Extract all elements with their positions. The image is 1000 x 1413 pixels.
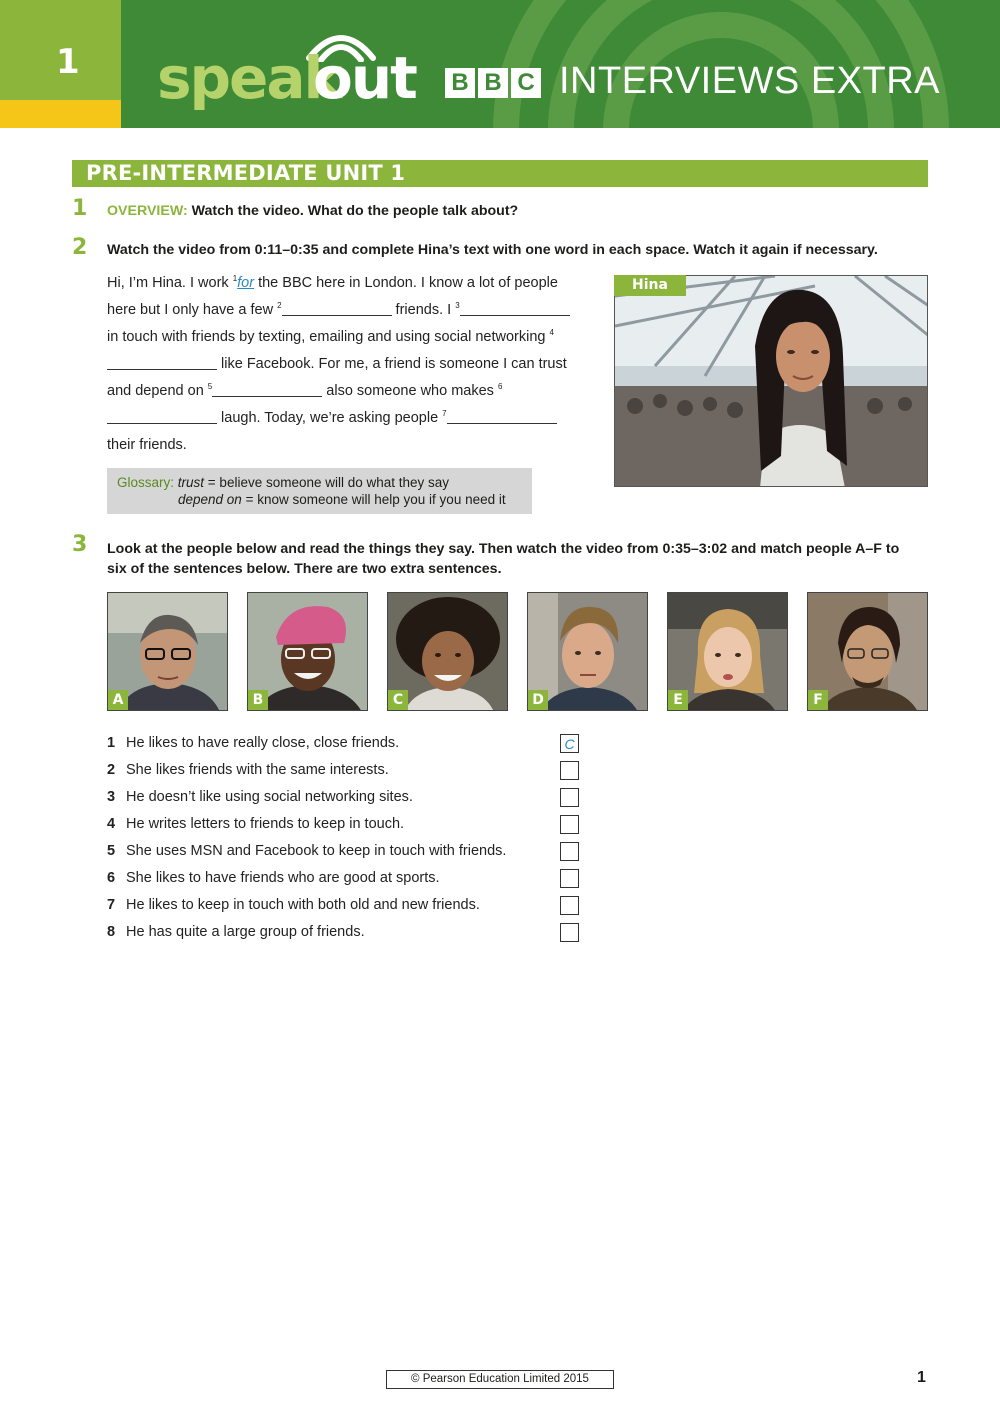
text-segment: friends. I [391, 302, 456, 318]
bbc-letter: C [511, 68, 541, 98]
person-label: C [388, 690, 408, 710]
gap-number: 4 [549, 328, 554, 338]
sentence-text: She likes friends with the same interests. [126, 762, 389, 778]
answer-box[interactable] [560, 923, 579, 942]
gap-blank[interactable] [107, 410, 217, 424]
sentence-number: 1 [107, 735, 116, 751]
gap-blank[interactable] [107, 356, 217, 370]
text-segment: Hi, I’m Hina. I work [107, 275, 233, 291]
person-photo-b [247, 592, 368, 711]
person-photo-f [807, 592, 928, 711]
glossary-definition: = know someone will help you if you need it [241, 492, 506, 507]
sentence-number: 2 [107, 762, 116, 778]
list-item [107, 730, 587, 757]
person-photo-c [387, 592, 508, 711]
exercise-3-instruction: Look at the people below and read the things they say. Then watch the video from 0:35–3:02 and match people A–F to six of the sentences below. There are two extra sentences. [107, 541, 900, 577]
text-segment: in touch with friends by texting, emailing and using social networking [107, 329, 550, 345]
photo-label: Hina [614, 275, 686, 296]
glossary-box [107, 468, 532, 514]
person-label: F [808, 690, 828, 710]
answer-box[interactable] [560, 869, 579, 888]
glossary-line-2 [117, 491, 522, 508]
person-label: E [668, 690, 688, 710]
answer-box[interactable] [560, 842, 579, 861]
list-item [107, 757, 587, 784]
gap-number: 3 [455, 301, 460, 311]
sentence-text: She likes to have friends who are good at sports. [126, 870, 440, 886]
sentence-text: She uses MSN and Facebook to keep in touch with friends. [126, 843, 507, 859]
people-photos [107, 592, 928, 712]
glossary-line-1 [117, 474, 522, 491]
answer-box[interactable] [560, 896, 579, 915]
gap-number: 5 [207, 382, 213, 392]
header-title: INTERVIEWS EXTRA [559, 60, 941, 102]
example-answer: for [237, 275, 255, 291]
sentence-text: He writes letters to friends to keep in touch. [126, 816, 405, 832]
hina-photo [614, 275, 928, 487]
person-photo-e [667, 592, 788, 711]
person-photo-d [527, 592, 648, 711]
exercise-2-number: 2 [72, 235, 88, 260]
sentence-number: 4 [107, 816, 116, 832]
gap-blank[interactable] [212, 383, 322, 397]
glossary-definition: = believe someone will do what they say [204, 475, 450, 490]
glossary-term: trust [177, 475, 205, 490]
list-item [107, 892, 587, 919]
sentence-number: 5 [107, 843, 116, 859]
hina-photo-illustration [615, 276, 928, 487]
person-label: A [108, 690, 128, 710]
sentence-text: He likes to have really close, close friends. [126, 735, 400, 751]
gap-number: 6 [497, 382, 503, 392]
text-segment: laugh. Today, we’re asking people [217, 410, 443, 426]
sentence-list [107, 730, 587, 946]
logo-out: out [313, 44, 416, 112]
exercise-1-text: Watch the video. What do the people talk about? [191, 203, 519, 219]
exercise-3-number: 3 [72, 532, 88, 557]
answer-box[interactable]: C [560, 734, 579, 753]
text-segment: also someone who makes [322, 383, 498, 399]
gap-number: 7 [442, 409, 447, 419]
answer-box[interactable] [560, 815, 579, 834]
header-banner [121, 0, 1000, 128]
bbc-logo [445, 68, 541, 98]
exercise-2-instruction: Watch the video from 0:11–0:35 and complete Hina’s text with one word in each space. Watch it again if necessary. [107, 242, 878, 258]
gap-blank[interactable] [447, 410, 557, 424]
exercise-1-instruction [107, 203, 518, 219]
sentence-text: He doesn’t like using social networking sites. [126, 789, 413, 805]
hina-text [107, 270, 582, 459]
overview-label: OVERVIEW: [107, 203, 188, 219]
glossary-term: depend on [178, 492, 242, 507]
bbc-letter: B [445, 68, 475, 98]
list-item [107, 811, 587, 838]
sentence-text: He has quite a large group of friends. [126, 924, 365, 940]
sentence-number: 6 [107, 870, 116, 886]
header-yellow-bar [0, 100, 121, 128]
logo-speak: speak [157, 44, 341, 112]
text-segment: the BBC here in London. I know a lot of people here but I only have a few [107, 275, 558, 318]
sentence-number: 3 [107, 789, 116, 805]
answer-box[interactable] [560, 788, 579, 807]
gap-number: 1 [232, 274, 238, 284]
glossary-label: Glossary: [117, 475, 175, 490]
list-item [107, 784, 587, 811]
answer-box[interactable] [560, 761, 579, 780]
list-item [107, 865, 587, 892]
bbc-letter: B [478, 68, 508, 98]
text-segment: like Facebook. For me, a friend is someone I can trust and depend on [107, 356, 567, 399]
gap-blank[interactable] [460, 302, 570, 316]
sentence-number: 8 [107, 924, 116, 940]
gap-number: 2 [277, 301, 282, 311]
copyright-notice: © Pearson Education Limited 2015 [386, 1370, 614, 1389]
person-photo-a [107, 592, 228, 711]
unit-banner: PRE-INTERMEDIATE UNIT 1 [72, 160, 928, 187]
person-label: B [248, 690, 268, 710]
sentence-number: 7 [107, 897, 116, 913]
gap-blank[interactable] [282, 302, 392, 316]
list-item [107, 919, 587, 946]
unit-number: 1 [56, 42, 80, 82]
sentence-text: He likes to keep in touch with both old and new friends. [126, 897, 480, 913]
text-segment: their friends. [107, 437, 187, 453]
page-number: 1 [917, 1369, 926, 1386]
list-item [107, 838, 587, 865]
person-label: D [528, 690, 548, 710]
exercise-1-number: 1 [72, 196, 88, 221]
